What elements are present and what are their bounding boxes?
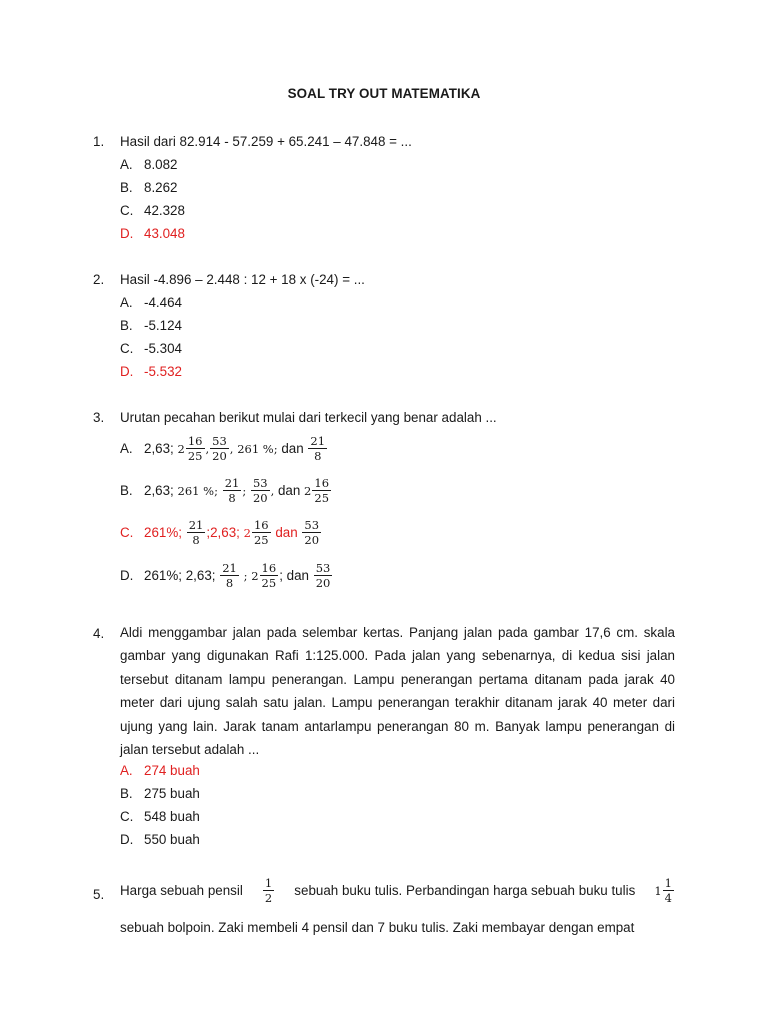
option-d-answer: D. 43.048	[120, 226, 185, 241]
option-a: A. 8.082	[120, 157, 178, 172]
option-c: C. -5.304	[120, 341, 182, 356]
fraction: $\frac{53}{20}$	[304, 518, 320, 547]
fraction: $\frac{21}{8}$	[188, 518, 204, 547]
option-c: C. 42.328	[120, 203, 185, 218]
option-c-answer: C. 261%; $\frac{21}{8}$ ; 2,63; 2 $\frac{16}{25}$ dan $\frac{53}{20}$	[120, 518, 320, 547]
question-text: Aldi menggambar jalan pada selembar kertas. Panjang jalan pada gambar 17,6 cm. skala gambar yang digunakan Rafi 1:125.000. Pada jalan yang sebenarnya, di kedua sisi jalan tersebut ditanam lampu penerangan. Lampu penerangan pertama ditanam pada jarak 40 meter dari ujung salah satu jalan. Lampu penerangan terakhir ditanam jarak 40 meter dari ujung yang lain. Jarak tanam antarlampu penerangan 80 m. Banyak lampu penerangan di jalan tersebut adalah ...	[120, 625, 675, 758]
option-c: C. 548 buah	[120, 809, 200, 824]
option-b: B. 275 buah	[120, 786, 200, 801]
option-a: A. 2,63; 2 $\frac{16}{25}$ , $\frac{53}{20}$ , 261 % ; dan $\frac{21}{8}$	[120, 434, 326, 463]
question-number: 2.	[93, 272, 105, 287]
question-number: 5.	[93, 887, 105, 902]
page-title: SOAL TRY OUT MATEMATIKA	[287, 86, 481, 101]
fraction: $\frac{53}{20}$	[212, 434, 227, 463]
fraction: $\frac{1}{2}$	[264, 876, 273, 905]
option-d: D. 550 buah	[120, 832, 200, 847]
fraction: $\frac{21}{8}$	[224, 476, 240, 505]
fraction: $\frac{53}{20}$	[315, 561, 331, 590]
fraction: $\frac{16}{25}$	[187, 434, 203, 463]
option-a-answer: A. 274 buah	[120, 763, 200, 778]
question-text-line-1: Harga sebuah pensil $\frac{1}{2}$ sebuah buku tulis. Perbandingan harga sebuah buku tulis 1 $\frac{1}{4}$	[120, 876, 672, 905]
fraction: $\frac{21}{8}$	[310, 434, 326, 463]
option-b: B. 2,63; 261 % ; $\frac{21}{8}$ ; $\frac{53}{20}$ , dan 2 $\frac{16}{25}$	[120, 476, 330, 505]
question-text: Hasil -4.896 – 2.448 : 12 + 18 x (-24) = ...	[120, 272, 365, 287]
question-number: 1.	[93, 134, 105, 149]
option-a: A. -4.464	[120, 295, 182, 310]
question-number: 4.	[93, 626, 105, 641]
fraction: $\frac{16}{25}$	[261, 561, 277, 590]
question-text: Urutan pecahan berikut mulai dari terkecil yang benar adalah ...	[120, 410, 497, 425]
option-b: B. -5.124	[120, 318, 182, 333]
fraction: $\frac{16}{25}$	[314, 476, 330, 505]
question-number: 3.	[93, 410, 105, 425]
fraction: $\frac{21}{8}$	[222, 561, 237, 590]
question-text: Hasil dari 82.914 - 57.259 + 65.241 – 47.848 = ...	[120, 134, 412, 149]
option-d: D. 261%; 2,63; $\frac{21}{8}$ ; 2 $\frac{16}{25}$ ; dan $\frac{53}{20}$	[120, 561, 331, 590]
option-d-answer: D. -5.532	[120, 364, 182, 379]
fraction: $\frac{53}{20}$	[252, 476, 268, 505]
fraction: $\frac{16}{25}$	[253, 518, 269, 547]
fraction: $\frac{1}{4}$	[664, 876, 672, 905]
option-b: B. 8.262	[120, 180, 178, 195]
question-text-line-2: sebuah bolpoin. Zaki membeli 4 pensil dan 7 buku tulis. Zaki membayar dengan empat	[120, 920, 635, 935]
